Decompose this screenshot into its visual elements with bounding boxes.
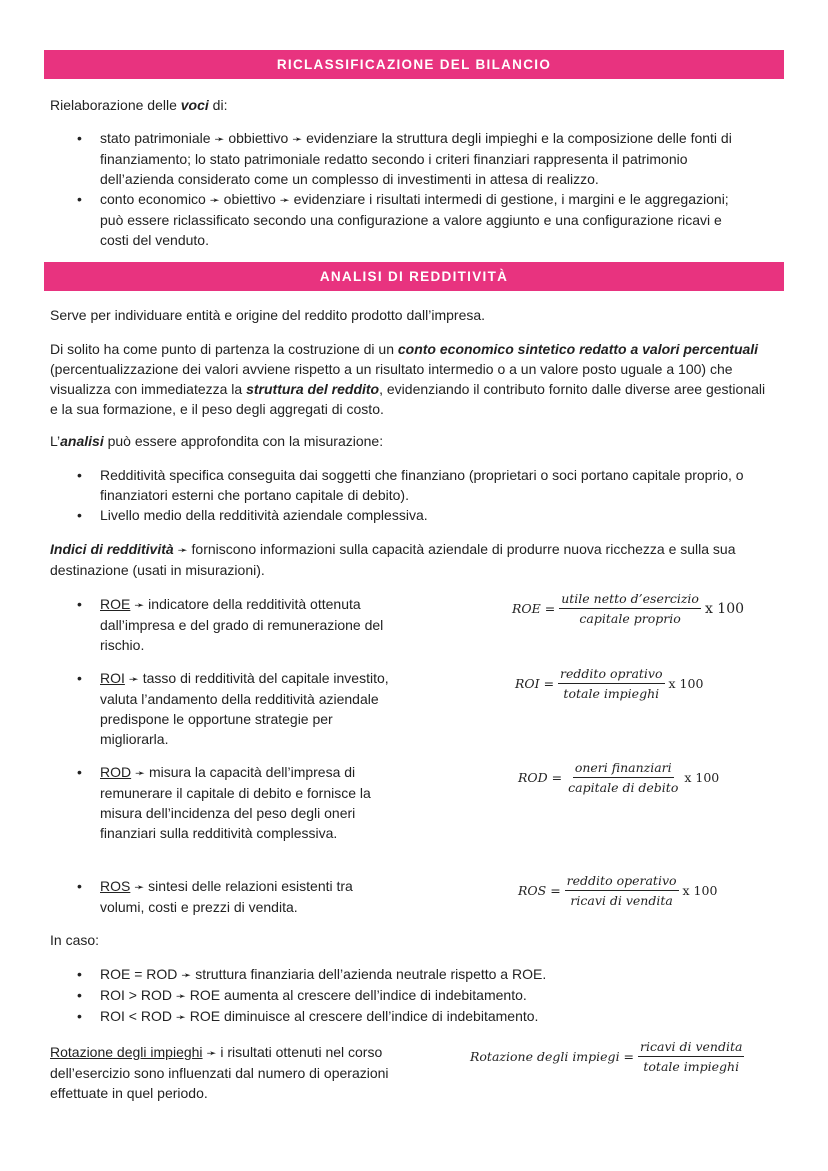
- paragraph: Serve per individuare entità e origine del reddito prodotto dall’impresa.: [50, 307, 486, 323]
- index-roe: • ROE ➛ indicatore della redditività ottenuta dall’impresa e del grado di remunerazione del rischio.: [50, 594, 390, 655]
- list-item: • conto economico ➛ obiettivo ➛ evidenziare i risultati intermedi di gestione, i margini e le aggregazioni; può essere riclassificato secondo una configurazione a valore aggiunto e una configurazione ricavi e costi del venduto.: [50, 189, 750, 250]
- index-ros: • ROS ➛ sintesi delle relazioni esistenti tra volumi, costi e prezzi di vendita.: [50, 876, 390, 917]
- list-item: • stato patrimoniale ➛ obbiettivo ➛ evidenziare la struttura degli impieghi e la composizione delle fonti di finanziamento; lo stato patrimoniale redatto secondo i criteri finanziari rappresenta il patrimonio dell’azienda considerato come un complesso di investimenti in attesa di realizzo.: [50, 128, 750, 189]
- roe-formula: ROE = $\frac{\text{utile netto d’esercizio}}{\text{capitale proprio}}$ x 100: [512, 591, 745, 626]
- rod-formula: ROD = $\frac{\text{oneri finanziari}}{\text{capitale di debito}}$ x 100: [518, 760, 720, 795]
- analisi-list: [50, 465, 760, 525]
- paragraph: Indici di redditività ➛ forniscono informazioni sulla capacità aziendale di produrre nuova ricchezza e sulla sua destinazione (usati in misurazioni).: [50, 541, 736, 578]
- section-header-redditivita: [44, 262, 784, 291]
- rotazione-formula: Rotazione degli impiegi = $\frac{\text{ricavi di vendita}}{\text{totale impieghi}}$: [470, 1039, 743, 1074]
- bilancio-list: [50, 128, 750, 250]
- list-item: • ROI > ROD ➛ ROE aumenta al crescere dell’indice di indebitamento.: [50, 985, 750, 1006]
- index-rod: • ROD ➛ misura la capacità dell’impresa di remunerare il capitale di debito e fornisce la misura dell’incidenza del peso degli oneri finanziari sulla redditività complessiva.: [50, 762, 390, 843]
- list-item: • ROI < ROD ➛ ROE diminuisce al crescere dell’indice di indebitamento.: [50, 1006, 750, 1027]
- in-caso-label: In caso:: [50, 932, 100, 948]
- section-title: RICLASSIFICAZIONE DEL BILANCIO: [276, 57, 552, 72]
- section-header-riclassificazione: [44, 50, 784, 79]
- list-item: • Redditività specifica conseguita dai soggetti che finanziano (proprietari o soci portano capitale proprio, o finanziatori esterni che portano capitale di debito).: [50, 465, 760, 505]
- paragraph: Di solito ha come punto di partenza la costruzione di un conto economico sintetico redatto a valori percentuali (percentualizzazione dei valori avviene rispetto a un risultato intermedio o a un valore posto uguale a 100) che visualizza con immediatezza la struttura del reddito, evidenziando il contributo fornito dalle diverse aree gestionali e la sua formazione, e il peso degli aggregati di costo.: [50, 341, 766, 417]
- list-item: • ROE = ROD ➛ struttura finanziaria dell’azienda neutrale rispetto a ROE.: [50, 964, 750, 985]
- cases-list: [50, 964, 750, 1027]
- ros-formula: ROS = $\frac{\text{reddito operativo}}{\text{ricavi di vendita}}$ x 100: [518, 873, 718, 908]
- roi-formula: ROI = $\frac{\text{reddito oprativo}}{\text{totale impieghi}}$ x 100: [515, 666, 704, 701]
- voci-emphasis: voci: [180, 97, 209, 113]
- rotazione-text: Rotazione degli impieghi ➛ i risultati ottenuti nel corso dell’esercizio sono influenzati dal numero di operazioni effettuate in quel periodo.: [50, 1044, 389, 1101]
- intro-text: Rielaborazione delle voci di:: [50, 97, 228, 113]
- section-title: ANALISI DI REDDITIVITÀ: [319, 269, 509, 284]
- list-item: • Livello medio della redditività aziendale complessiva.: [50, 505, 760, 525]
- paragraph: L’analisi può essere approfondita con la misurazione:: [50, 433, 384, 449]
- index-roi: • ROI ➛ tasso di redditività del capitale investito, valuta l’andamento della redditività aziendale predispone le opportune strategie per migliorarla.: [50, 668, 390, 749]
